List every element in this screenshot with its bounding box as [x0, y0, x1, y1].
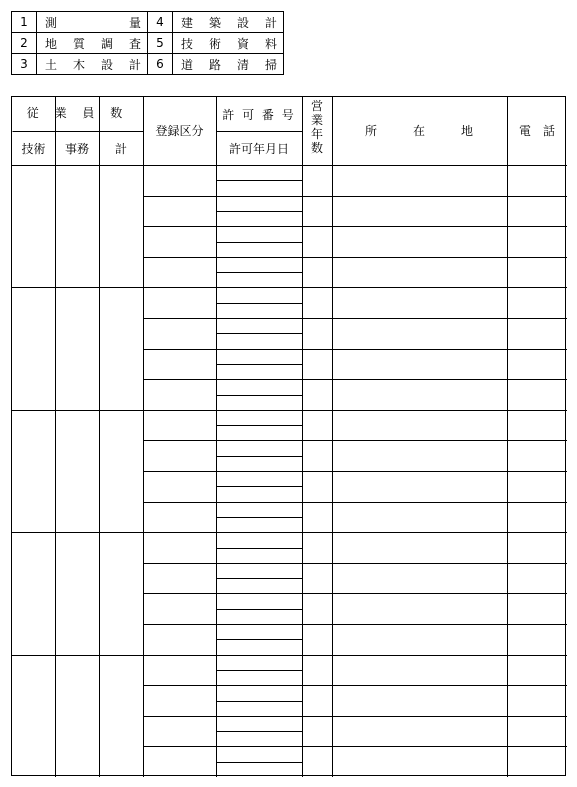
header-office: 事務: [64, 142, 89, 156]
header-tech: 技術: [21, 142, 46, 156]
business-type-legend: [11, 11, 284, 75]
legend-label: 地質調査: [37, 33, 148, 54]
legend-num: 6: [148, 54, 173, 75]
legend-num: 1: [12, 12, 37, 33]
registration-table: [11, 96, 566, 776]
legend-label: 道路清掃: [173, 54, 284, 75]
legend-label: 土木設計: [37, 54, 148, 75]
header-permit-number: 許 可 番 号: [222, 108, 296, 122]
legend-num: 2: [12, 33, 37, 54]
legend-label: 建築設計: [173, 12, 284, 33]
legend-num: 3: [12, 54, 37, 75]
header-permit-date: 許可年月日: [228, 142, 289, 156]
header-phone: 電 話: [518, 124, 555, 138]
header-total: 計: [114, 142, 127, 156]
legend-label: 測 量: [37, 12, 148, 33]
legend-label: 技術資料: [173, 33, 284, 54]
legend-num: 4: [148, 12, 173, 33]
table-grid: [12, 97, 567, 777]
header-address: 所 在 地: [364, 124, 473, 138]
header-category: 登録区分: [155, 124, 204, 138]
header-years-in-business: 営業年数: [310, 99, 323, 155]
legend-num: 5: [148, 33, 173, 54]
header-employees: 従 業 員 数: [26, 106, 129, 120]
